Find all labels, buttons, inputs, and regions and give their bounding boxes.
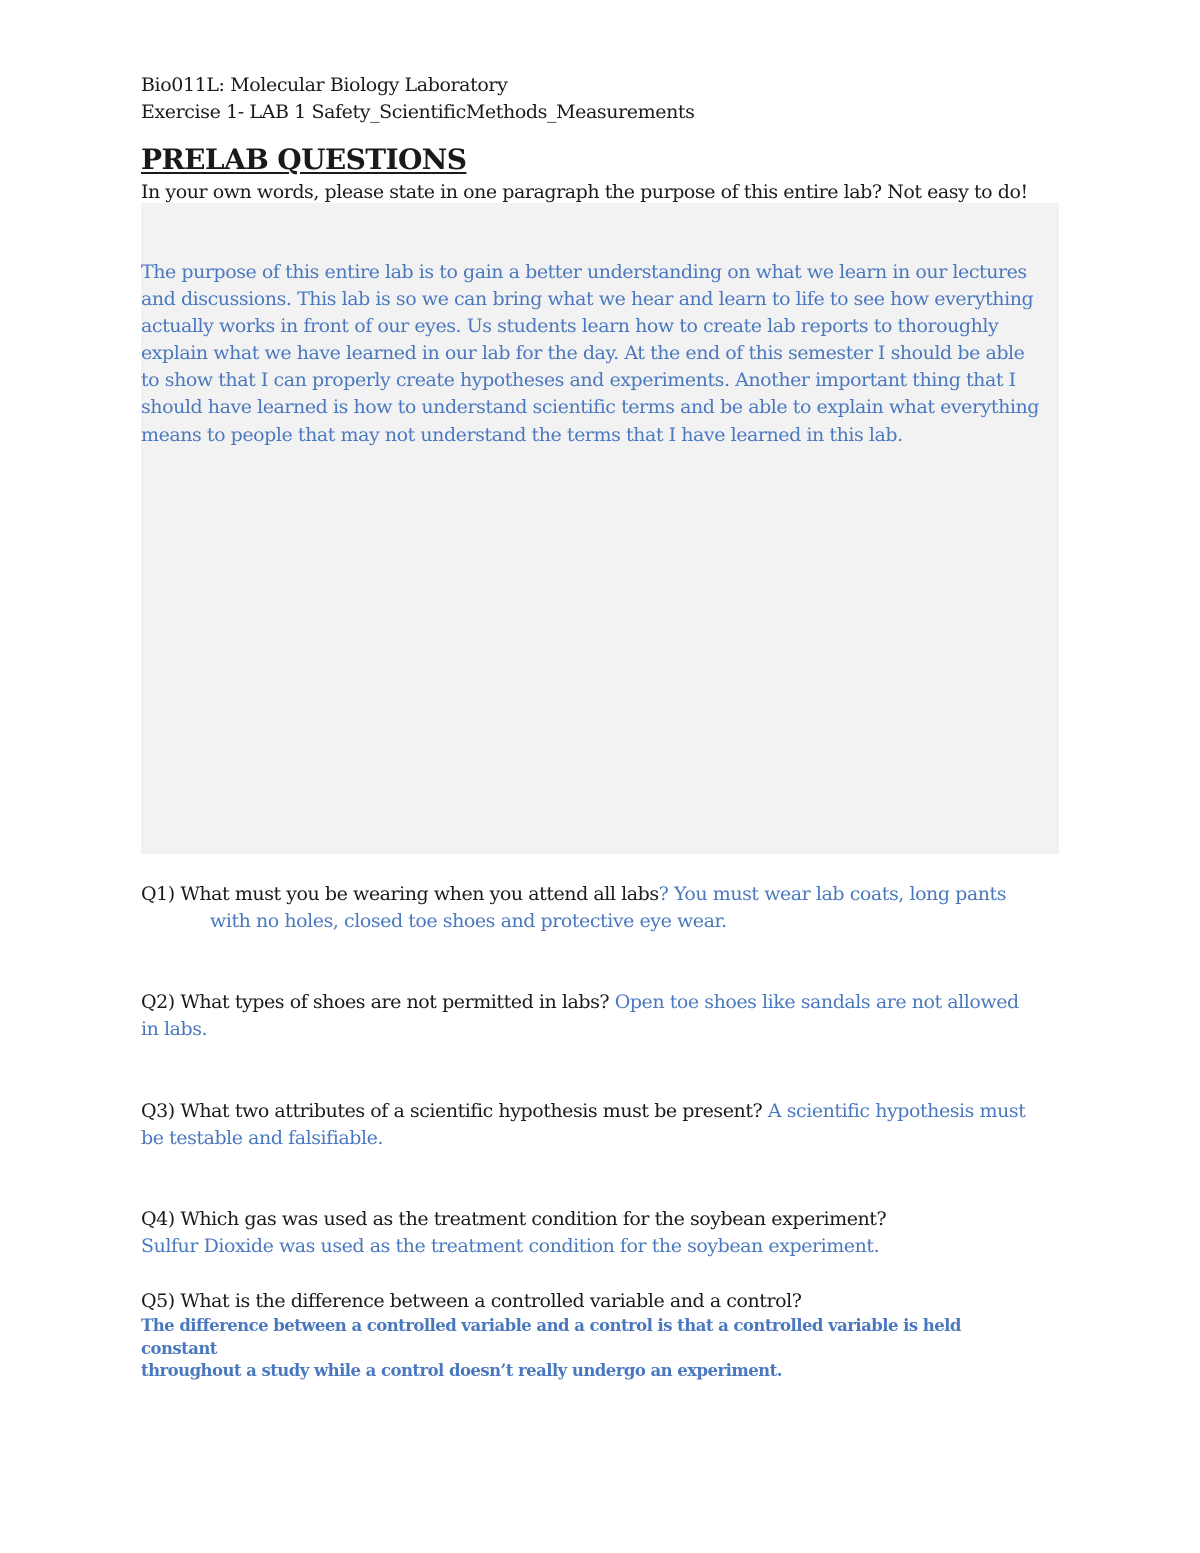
purpose-answer-box[interactable] — [141, 203, 1059, 854]
question-1-answer: ? You must wear lab coats, long pants — [658, 883, 1007, 905]
question-3-answer-cont: be testable and falsifiable. — [141, 1127, 383, 1150]
exercise-title: Exercise 1- LAB 1 Safety_ScientificMethods_Measurements — [141, 101, 695, 123]
purpose-answer-line: actually works in front of our eyes. Us students learn how to create lab reports to thoroughly — [141, 315, 999, 338]
question-3-answer: A scientific hypothesis must — [767, 1100, 1026, 1122]
question-4-text: Q4) Which gas was used as the treatment condition for the soybean experiment? — [141, 1208, 887, 1230]
course-title: Bio011L: Molecular Biology Laboratory — [141, 74, 508, 96]
question-1 — [141, 881, 1059, 935]
purpose-answer — [141, 259, 1059, 449]
purpose-prompt: In your own words, please state in one paragraph the purpose of this entire lab? Not easy to do! — [141, 181, 1028, 203]
question-2-text: Q2) What types of shoes are not permitted in labs? — [141, 991, 615, 1013]
question-5-text: Q5) What is the difference between a controlled variable and a control? — [141, 1290, 802, 1312]
purpose-answer-line: should have learned is how to understand scientific terms and be able to explain what everything — [141, 396, 1039, 419]
question-1-text: Q1) What must you be wearing when you attend all labs — [141, 883, 659, 905]
question-2-answer: Open toe shoes like sandals are not allowed — [614, 991, 1019, 1013]
purpose-answer-line: means to people that may not understand the terms that I have learned in this lab. — [141, 423, 903, 446]
purpose-answer-line: The purpose of this entire lab is to gain a better understanding on what we learn in our lectures — [141, 261, 1027, 283]
question-2-answer-cont: in labs. — [141, 1018, 208, 1041]
purpose-answer-line: explain what we have learned in our lab for the day. At the end of this semester I should be able — [141, 342, 1025, 365]
question-5-answer-line: throughout a study while a control doesn’t really undergo an experiment. — [141, 1361, 782, 1380]
purpose-answer-line: to show that I can properly create hypotheses and experiments. Another important thing that I — [141, 369, 1016, 392]
question-5-answer — [141, 1315, 1041, 1383]
question-1-answer-cont: with no holes, closed toe shoes and protective eye wear. — [210, 910, 727, 933]
purpose-answer-line: and discussions. This lab is so we can bring what we hear and learn to life to see how everything — [141, 288, 1034, 311]
question-3-text: Q3) What two attributes of a scientific hypothesis must be present? — [141, 1100, 768, 1122]
question-4-answer: Sulfur Dioxide was used as the treatment condition for the soybean experiment. — [141, 1235, 880, 1258]
question-4 — [141, 1206, 1059, 1260]
question-5 — [141, 1288, 1059, 1315]
question-5-answer-line: The difference between a controlled variable and a control is that a controlled variable is held constant — [141, 1316, 961, 1358]
question-2 — [141, 989, 1059, 1043]
section-heading: PRELAB QUESTIONS — [141, 143, 467, 176]
question-3 — [141, 1098, 1059, 1152]
